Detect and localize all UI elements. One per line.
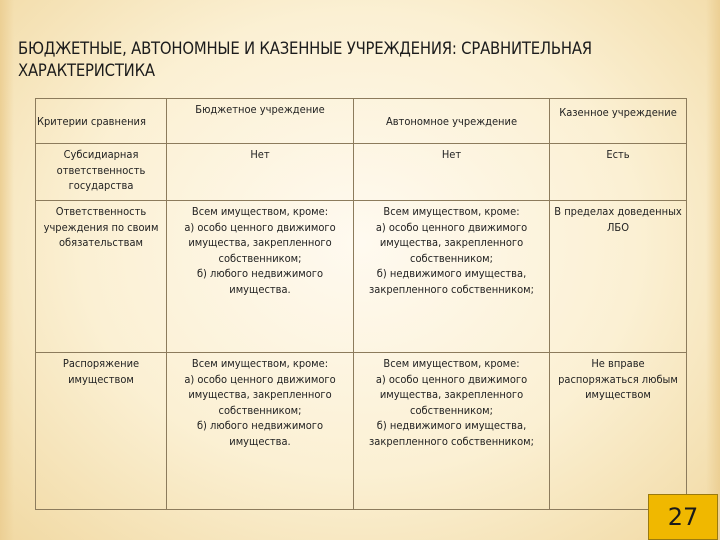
autonomous-cell: Всем имуществом, кроме: а) особо ценного движимого имущества, закрепленного собственником; б) недвижимого имущества, закрепленного собственником;: [354, 353, 550, 510]
table-header-row: [36, 99, 687, 144]
comparison-table: [35, 98, 687, 510]
budget-cell: Нет: [167, 144, 354, 201]
header-state-owned: Казенное учреждение: [550, 99, 687, 144]
table-row: [36, 201, 687, 353]
page-number: 27: [667, 503, 699, 531]
state-owned-cell: В пределах доведенных ЛБО: [550, 201, 687, 353]
state-owned-cell: Не вправе распоряжаться любым имуществом: [550, 353, 687, 510]
header-budget: Бюджетное учреждение: [167, 99, 354, 144]
autonomous-cell: Нет: [354, 144, 550, 201]
criterion-cell: Ответственность учреждения по своим обязательствам: [36, 201, 167, 353]
right-border-decoration: [706, 0, 720, 540]
left-border-decoration: [0, 0, 14, 540]
criterion-cell: Субсидиарная ответственность государства: [36, 144, 167, 201]
header-criteria: Критерии сравнения: [36, 99, 167, 144]
table-row: [36, 144, 687, 201]
budget-cell: Всем имуществом, кроме: а) особо ценного движимого имущества, закрепленного собственником; б) любого недвижимого имущества.: [167, 353, 354, 510]
autonomous-cell: Всем имуществом, кроме: а) особо ценного движимого имущества, закрепленного собственником; б) недвижимого имущества, закрепленного собственником;: [354, 201, 550, 353]
header-autonomous: Автономное учреждение: [354, 99, 550, 144]
slide-title: [18, 38, 698, 82]
criterion-cell: Распоряжение имуществом: [36, 353, 167, 510]
table-row: [36, 353, 687, 510]
slide-title-line-2: ХАРАКТЕРИСТИКА: [18, 61, 155, 80]
slide-title-line-1: БЮДЖЕТНЫЕ, АВТОНОМНЫЕ И КАЗЕННЫЕ УЧРЕЖДЕНИЯ: СРАВНИТЕЛЬНАЯ: [18, 39, 592, 58]
state-owned-cell: Есть: [550, 144, 687, 201]
budget-cell: Всем имуществом, кроме: а) особо ценного движимого имущества, закрепленного собственником; б) любого недвижимого имущества.: [167, 201, 354, 353]
page-number-badge: [648, 494, 718, 540]
